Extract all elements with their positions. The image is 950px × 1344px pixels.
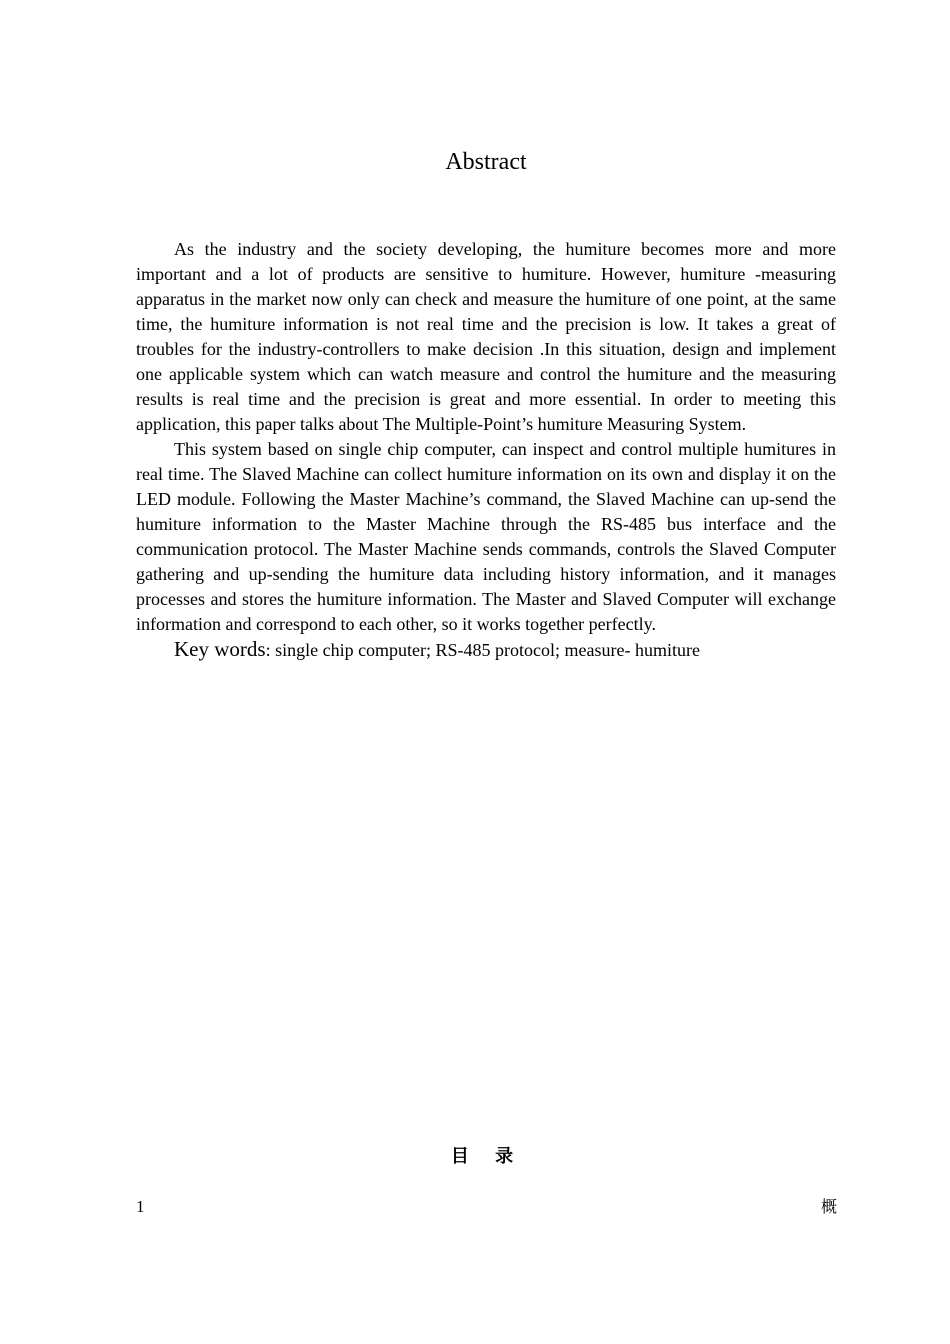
keywords-line: [136, 637, 836, 663]
abstract-paragraph-2: This system based on single chip computer, can inspect and control multiple humitures in real time. The Slaved Machine can collect humiture information on its own and display it on the LED module. Following the Master Machine’s command, the Slaved Machine can up-send the humiture information to the Master Machine through the RS-485 bus interface and the communication protocol. The Master Machine sends commands, controls the Slaved Computer gathering and up-sending the humiture data including history information, and it manages processes and stores the humiture information. The Master and Slaved Computer will exchange information and correspond to each other, so it works together perfectly.: [136, 439, 836, 634]
abstract-title: Abstract: [445, 149, 527, 175]
toc-entry-text: 概: [820, 1197, 837, 1216]
keywords-label: Key words: [174, 637, 266, 661]
abstract-paragraph-1: As the industry and the society developing, the humiture becomes more and more important and a lot of products are sensitive to humiture. However, humiture -measuring apparatus in the market now only can check and measure the humiture of one point, at the same time, the humiture information is not real time and the precision is low. It takes a great of troubles for the industry-controllers to make decision .In this situation, design and implement one applicable system which can watch measure and control the humiture and the measuring results is real time and the precision is great and more essential. In order to meeting this application, this paper talks about The Multiple-Point’s humiture Measuring System.: [136, 239, 836, 434]
abstract-body: [136, 237, 836, 663]
toc-title: 目 录: [450, 1146, 524, 1167]
keywords-text: : single chip computer; RS-485 protocol; measure- humiture: [265, 640, 700, 660]
toc-entry-number: 1: [136, 1197, 145, 1216]
